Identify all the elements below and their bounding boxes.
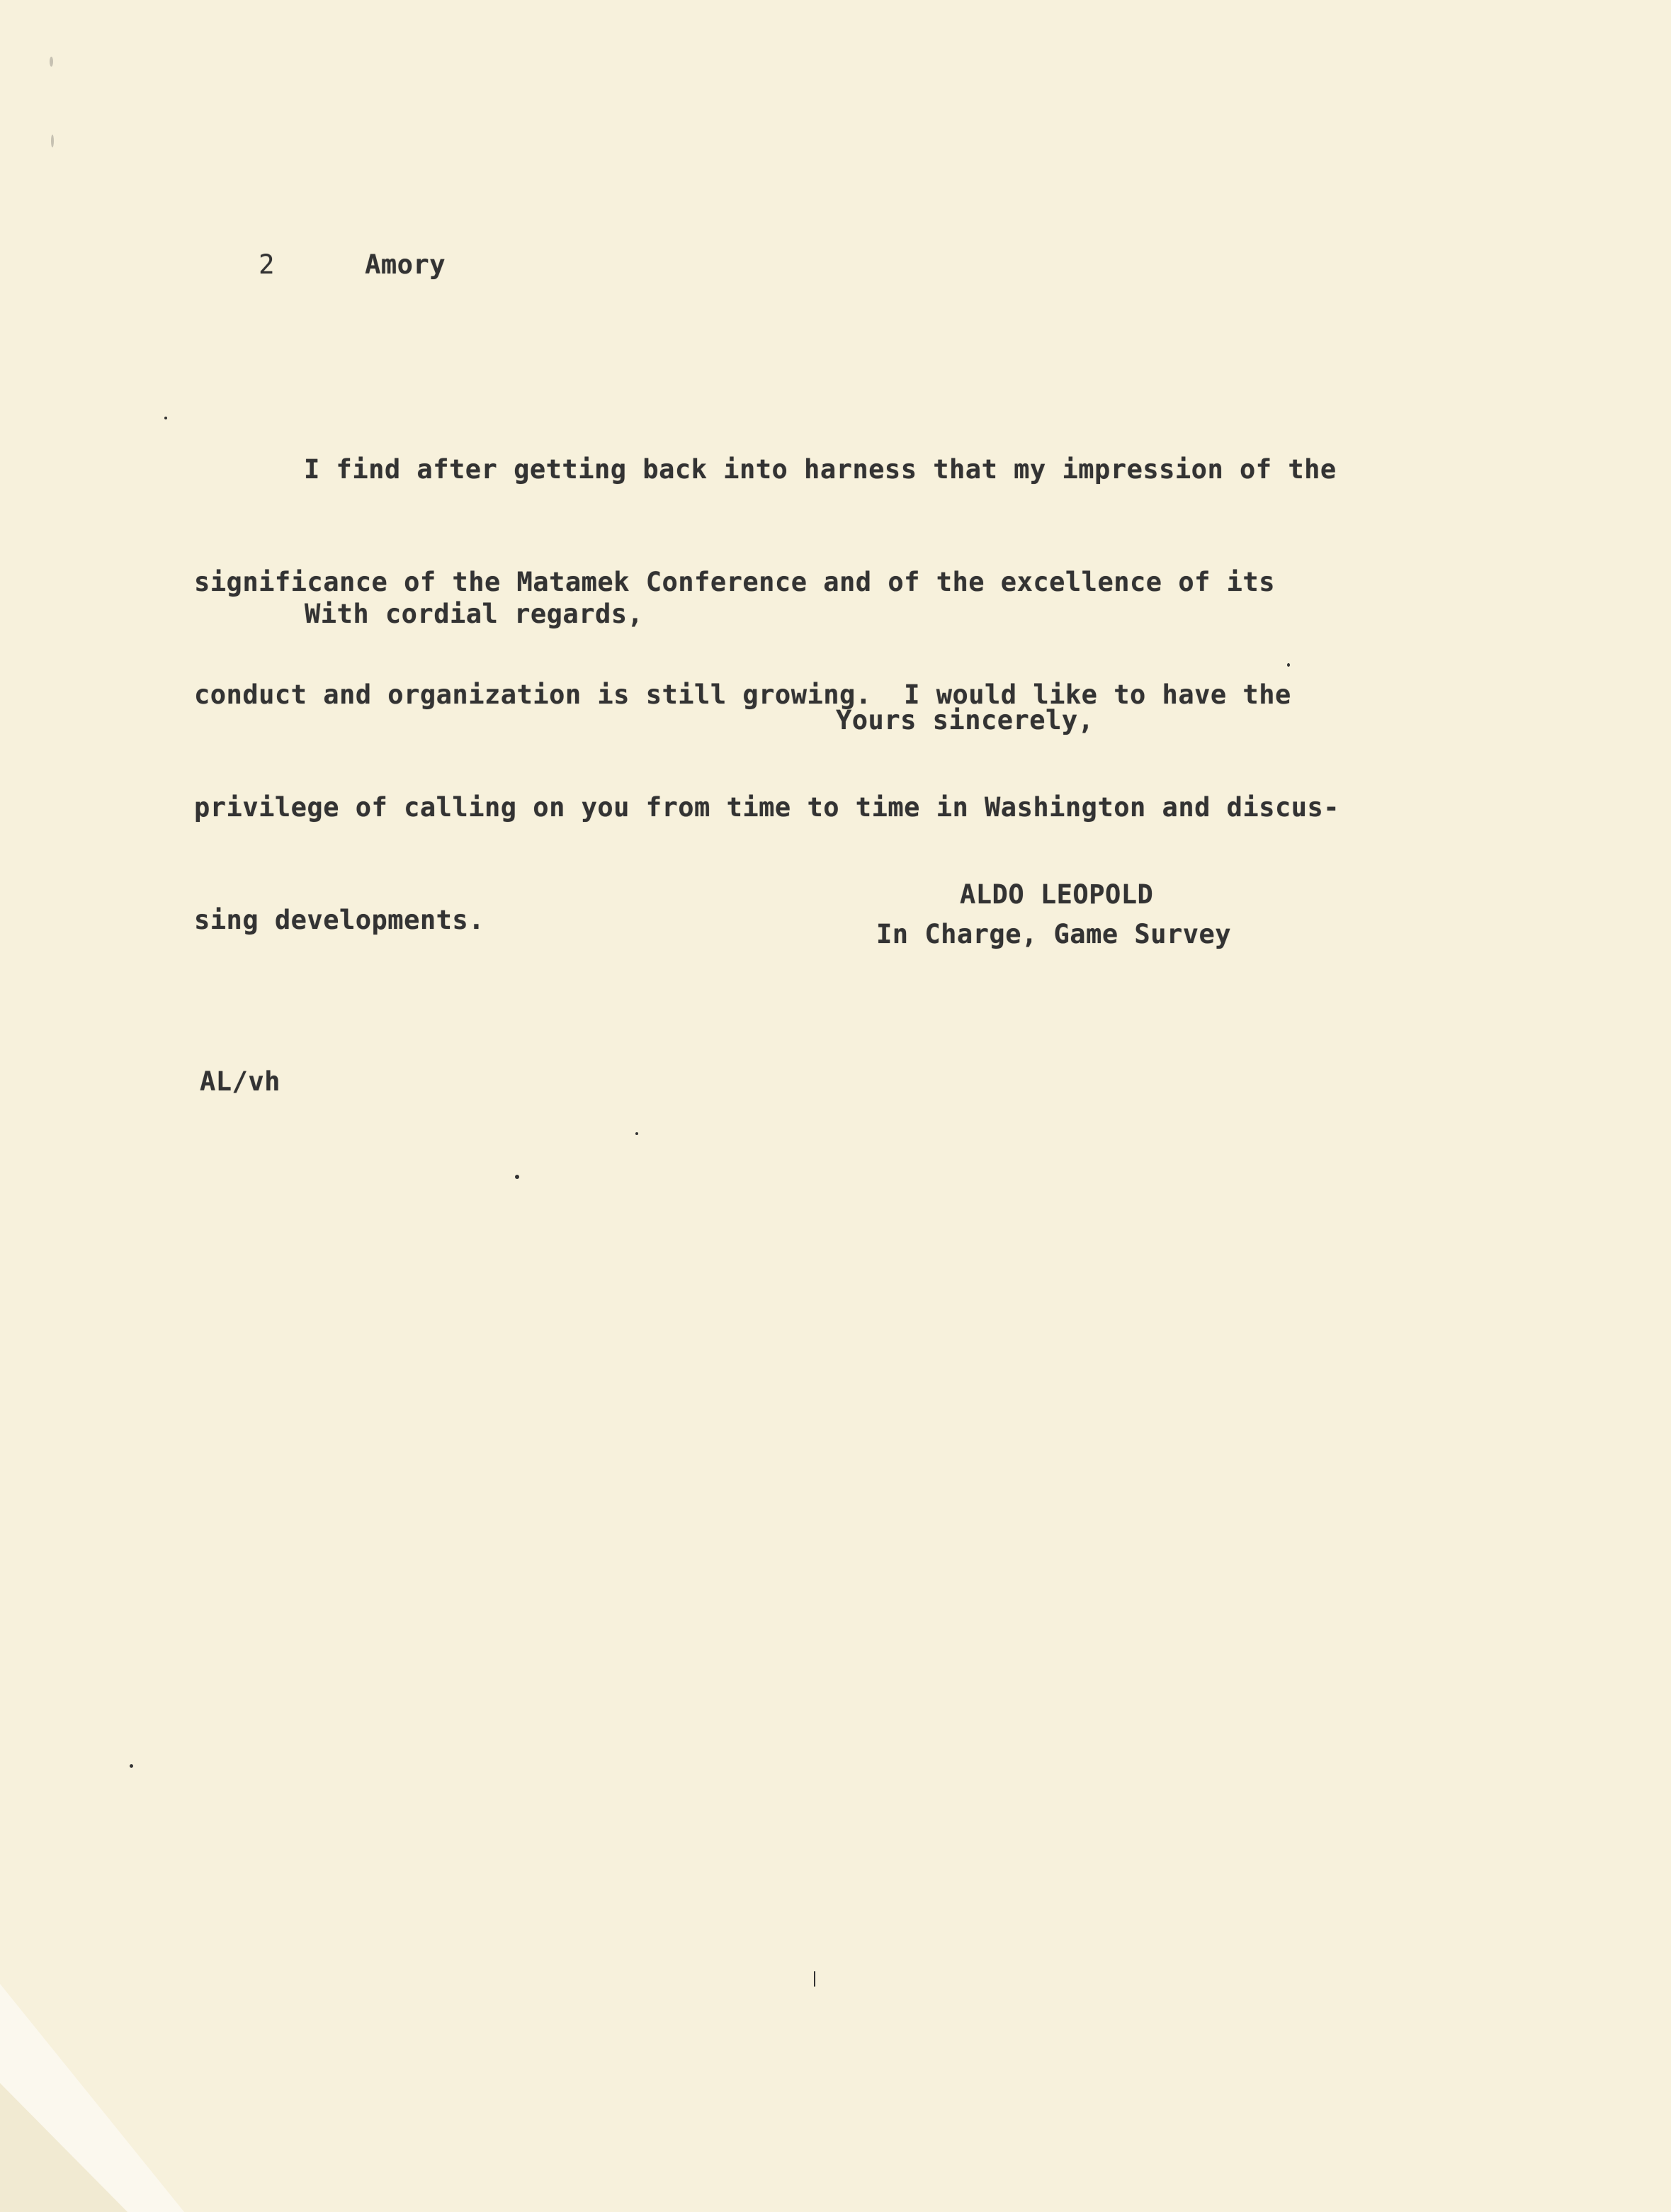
paragraph-line: I find after getting back into harness that my impression of the bbox=[304, 454, 1337, 485]
complimentary-close: Yours sincerely, bbox=[836, 705, 1094, 735]
paper-speck bbox=[130, 1764, 133, 1768]
paper-speck bbox=[51, 135, 54, 147]
signature-title: In Charge, Game Survey bbox=[876, 919, 1232, 949]
paragraph-line: sing developments. bbox=[194, 905, 485, 935]
reference-initials: AL/vh bbox=[200, 1066, 281, 1097]
paper-speck bbox=[814, 1971, 815, 1987]
paragraph-line: significance of the Matamek Conference and of the excellence of its bbox=[194, 567, 1275, 597]
paper-speck bbox=[635, 1132, 638, 1135]
paragraph-line: privilege of calling on you from time to time in Washington and discus- bbox=[194, 792, 1340, 823]
page-number: 2 bbox=[259, 249, 275, 280]
recipient-name: Amory bbox=[365, 249, 446, 280]
closing-salutation: With cordial regards, bbox=[305, 599, 644, 629]
paper-speck bbox=[164, 417, 167, 419]
signature-name: ALDO LEOPOLD bbox=[960, 879, 1154, 910]
paragraph-line: conduct and organization is still growing. I would like to have the bbox=[194, 679, 1291, 710]
paper-speck bbox=[50, 57, 53, 67]
paper-speck bbox=[515, 1175, 519, 1179]
paper-speck bbox=[1287, 663, 1290, 667]
folded-corner-shadow bbox=[0, 2083, 128, 2212]
page-header bbox=[194, 208, 446, 321]
